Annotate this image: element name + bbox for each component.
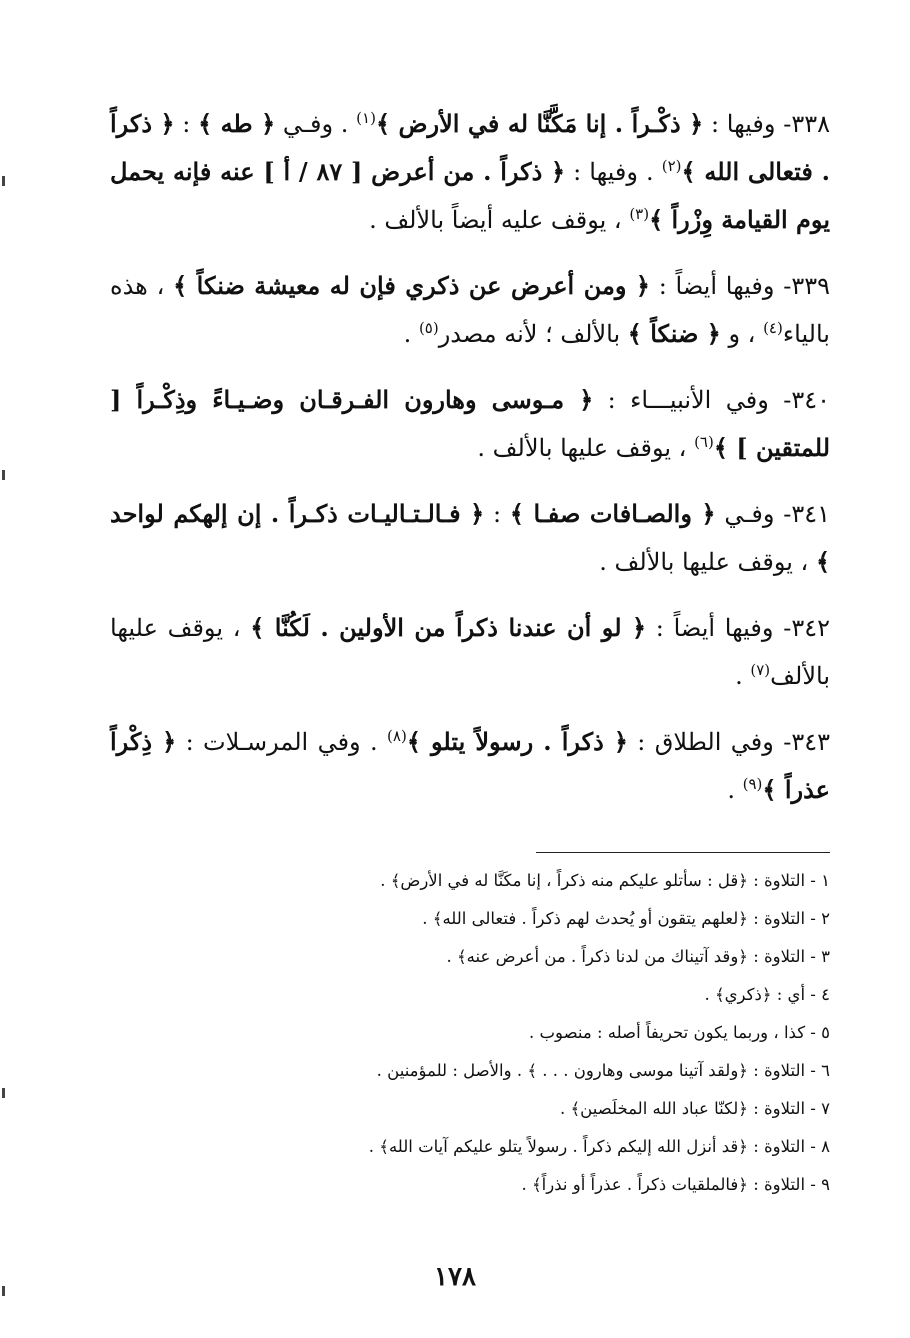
body-text: . وفي المرسـلات : (176, 728, 388, 756)
body-text: . (727, 776, 743, 804)
scan-edge-mark (2, 1088, 5, 1098)
paragraph-343 (110, 718, 830, 814)
footnote-2: ٢ - التلاوة : ﴿لعلهم يتقون أو يُحدث لهم ذكراً . فتعالى الله﴾ . (422, 909, 830, 928)
paragraph-340 (110, 376, 830, 472)
body-text: ٣٤١- وفـي (715, 500, 830, 528)
footnotes (200, 862, 830, 1204)
quran-quote: ﴿ ذِكْراً عذراً ﴾ (110, 727, 830, 804)
footnote-8: ٨ - التلاوة : ﴿قد أنزل الله إليكم ذكراً . رسولاً يتلو عليكم آيات الله﴾ . (368, 1137, 830, 1156)
footnote-7: ٧ - التلاوة : ﴿لكنّا عباد الله المخلَصين﴾ . (560, 1099, 830, 1118)
footnote-reference: (٦) (694, 433, 714, 451)
body-text: : (174, 110, 199, 138)
footnote-5: ٥ - كذا ، وربما يكون تحريفاً أصله : منصوب . (529, 1023, 830, 1042)
quran-quote: ﴿ طه ﴾ (198, 109, 276, 138)
footnote-reference: (٧) (750, 661, 771, 679)
body-text: ، و (720, 320, 764, 348)
footnote-reference: (٣) (629, 205, 650, 223)
body-text: . (403, 320, 419, 348)
footnote-4: ٤ - أي : ﴿ذكري﴾ . (704, 985, 830, 1004)
body-text: ٣٤٢- وفيها أيضاً : (646, 614, 830, 642)
body-text: . (735, 662, 751, 690)
quran-quote: ﴿ ضنكاً ﴾ (627, 319, 721, 348)
quran-quote: ﴿ فـالـتـاليـات ذكـراً . إن إلهكم لواحد ﴾ (110, 499, 830, 576)
paragraph-338 (110, 100, 830, 244)
quran-quote: ﴿ ذكراً . من أعرض [ ٨٧ / أ ] عنه فإنه يحمل يوم القيامة وِزْراً ﴾ (110, 157, 830, 234)
quran-quote: ﴿ ومن أعرض عن ذكري فإن له معيشة ضنكاً ﴾ (173, 271, 650, 300)
quran-quote: ﴿ ذكراً . فتعالى الله ﴾ (110, 109, 830, 186)
main-text (110, 100, 830, 832)
quran-quote: ﴿ ذكراً . رسولاً يتلو ﴾ (406, 727, 628, 756)
footnote-reference: (٢) (661, 157, 682, 175)
quran-quote: ﴿ والصـافات صفـا ﴾ (509, 499, 716, 528)
body-text: ٣٣٩- وفيها أيضاً : (649, 272, 830, 300)
body-text: . وفـي (275, 110, 357, 138)
body-text: ، يوقف عليها بالألف . (599, 548, 816, 576)
body-text: ، يوقف عليها بالألف . (477, 434, 695, 462)
footnote-reference: (٤) (763, 319, 783, 337)
quran-quote: ﴿ لو أن عندنا ذكراً من الأولين . لَكُنَّا ﴾ (250, 613, 647, 642)
footnote-3: ٣ - التلاوة : ﴿وقد آتيناك من لدنا ذكراً . من أعرض عنه﴾ . (446, 947, 830, 966)
body-text: ، يوقف عليها بالألف (110, 614, 830, 690)
scan-edge-mark (2, 1286, 5, 1296)
paragraph-341 (110, 490, 830, 586)
footnote-reference: (٩) (742, 775, 763, 793)
footnote-separator (536, 852, 830, 853)
body-text: . وفيها : (565, 158, 662, 186)
body-text: ، يوقف عليه أيضاً بالألف . (369, 206, 630, 234)
body-text: : (484, 500, 510, 528)
body-text: ٣٤٠- وفي الأنبيـــاء : (593, 386, 830, 414)
footnote-1: ١ - التلاوة : ﴿قل : سأتلو عليكم منه ذكراً ، إنا مكَنَّا له في الأرض﴾ . (380, 871, 830, 890)
scan-edge-mark (2, 176, 5, 186)
body-text: ٣٣٨- وفيها : (703, 110, 830, 138)
footnote-9: ٩ - التلاوة : ﴿فالملقيات ذكراً . عذراً أو نذراً﴾ . (521, 1175, 830, 1194)
page-number: ١٧٨ (434, 1262, 476, 1292)
paragraph-342 (110, 604, 830, 700)
footnote-6: ٦ - التلاوة : ﴿ولقد آتينا موسى وهارون . . . ﴾ . والأصل : للمؤمنين . (376, 1061, 830, 1080)
body-text: ٣٤٣- وفي الطلاق : (627, 728, 830, 756)
footnote-reference: (١) (356, 109, 376, 127)
body-text: بالألف ؛ لأنه مصدر (438, 320, 628, 348)
scan-edge-mark (2, 470, 5, 480)
paragraph-339 (110, 262, 830, 358)
quran-quote: ﴿ ذكْـراً . إنا مَكَّنَّا له في الأرض ﴾ (375, 109, 704, 138)
body-text: ، هذه بالياء (110, 272, 830, 348)
footnote-reference: (٨) (387, 727, 407, 745)
footnote-reference: (٥) (418, 319, 439, 337)
quran-quote: ﴿ مـوسى وهارون الفـرقـان وضـيـاءً وذِكْـراً [ للمتقين ] ﴾ (110, 385, 830, 462)
